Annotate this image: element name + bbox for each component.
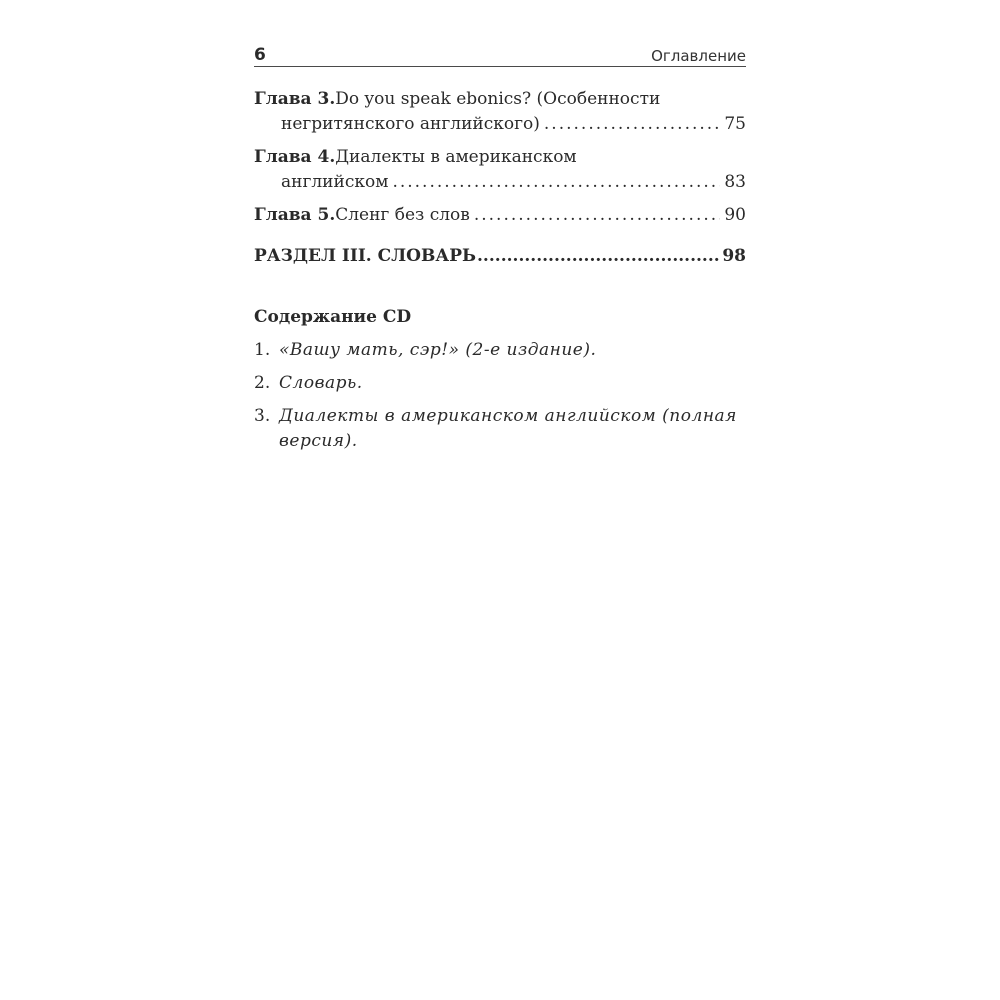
list-item-number: 3. <box>254 406 271 426</box>
list-item-text: «Вашу мать, сэр!» (2-е издание). <box>279 340 597 360</box>
entry-second-line <box>254 170 746 195</box>
entry-first-line <box>254 87 746 112</box>
list-item-number: 1. <box>254 340 271 360</box>
running-title: Оглавление <box>651 47 746 65</box>
list-item-text: Диалекты в американском английском (полная версия). <box>279 406 737 451</box>
chapter-title-line2: негритянского английского) <box>281 114 540 134</box>
dot-leader <box>474 203 721 228</box>
cd-contents-heading: Содержание CD <box>254 307 412 327</box>
chapter-label: Глава 5. <box>254 205 336 225</box>
entry-first-line <box>254 145 746 170</box>
chapter-title-line2: английском <box>281 172 389 192</box>
cd-contents-list <box>254 338 746 454</box>
list-item <box>254 371 746 396</box>
section-line <box>254 244 746 269</box>
list-item <box>254 404 746 454</box>
chapter-page-number: 83 <box>724 172 746 192</box>
entry-second-line <box>254 112 746 137</box>
chapter-title-line1: Сленг без слов <box>335 205 470 225</box>
running-head <box>254 40 746 67</box>
page-number: 6 <box>254 45 266 65</box>
dot-leader <box>544 112 720 137</box>
section-title: РАЗДЕЛ III. СЛОВАРЬ <box>254 246 477 266</box>
text-column <box>254 40 746 462</box>
toc-entry-chapter-4 <box>254 145 746 195</box>
chapter-page-number: 90 <box>724 205 746 225</box>
chapter-title-line1: Do you speak ebonics? (Особенности <box>335 89 661 109</box>
list-item <box>254 338 746 363</box>
table-of-contents <box>254 87 746 269</box>
dot-leader <box>392 170 720 195</box>
list-item-text: Словарь. <box>279 373 363 393</box>
dot-leader <box>477 244 721 269</box>
list-item-number: 2. <box>254 373 271 393</box>
chapter-title-line1: Диалекты в американском <box>335 147 577 167</box>
toc-entry-chapter-5 <box>254 203 746 228</box>
chapter-label: Глава 3. <box>254 89 336 109</box>
toc-entry-section-3 <box>254 244 746 269</box>
toc-entry-chapter-3 <box>254 87 746 137</box>
section-page-number: 98 <box>722 246 746 266</box>
entry-first-line <box>254 203 746 228</box>
chapter-page-number: 75 <box>724 114 746 134</box>
chapter-label: Глава 4. <box>254 147 336 167</box>
